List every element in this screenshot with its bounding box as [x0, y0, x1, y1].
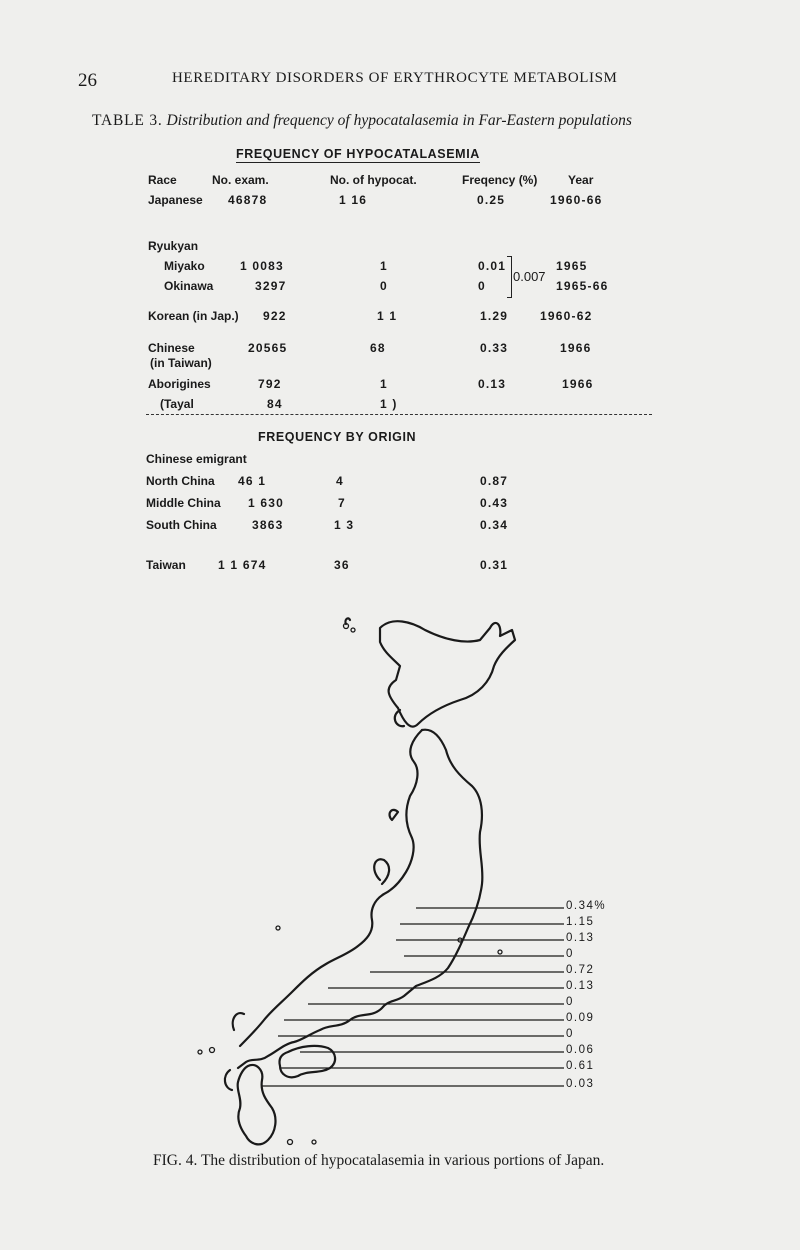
cell-year: 1966 — [562, 377, 594, 391]
cell-hypocat: 1 — [380, 259, 388, 273]
bracket — [507, 256, 512, 298]
cell-year: 1966 — [560, 341, 592, 355]
cell-exam: 20565 — [248, 341, 288, 355]
col-exam: No. exam. — [212, 173, 269, 187]
cell-freq: 1.29 — [480, 309, 509, 323]
legend-value: 0 — [566, 996, 574, 1008]
cell-race-sub: (in Taiwan) — [150, 356, 212, 370]
cell-freq: 0.43 — [480, 496, 509, 510]
legend-value: 0.72 — [566, 964, 595, 976]
legend-value: 0.13 — [566, 980, 595, 992]
combined-frequency: 0.007 — [513, 269, 546, 284]
cell-year: 1965 — [556, 259, 588, 273]
leader-lines — [262, 908, 564, 1086]
table-caption-text: Distribution and frequency of hypocatalasemia in Far-Eastern populations — [166, 112, 632, 129]
cell-freq: 0.25 — [477, 193, 506, 207]
cell-origin: North China — [146, 474, 215, 488]
cell-freq: 0.13 — [478, 377, 507, 391]
legend-value: 0.09 — [566, 1012, 595, 1024]
cell-exam: 1 630 — [248, 496, 285, 510]
legend-value: 0.13 — [566, 932, 595, 944]
legend-value: 0 — [566, 948, 574, 960]
cell-hypocat: 1 — [380, 377, 388, 391]
cell-hypocat: 0 — [380, 279, 388, 293]
origin-group-label: Chinese emigrant — [146, 452, 247, 466]
cell-origin: Middle China — [146, 496, 221, 510]
cell-hypocat: 1 ) — [380, 397, 398, 411]
cell-race: Miyako — [164, 259, 205, 273]
cell-race: Okinawa — [164, 279, 214, 293]
cell-hypocat: 4 — [336, 474, 344, 488]
cell-origin: South China — [146, 518, 217, 532]
cell-exam: 1 0083 — [240, 259, 284, 273]
cell-freq: 0.01 — [478, 259, 507, 273]
figure-caption: FIG. 4. The distribution of hypocatalasemia in various portions of Japan. — [153, 1152, 605, 1169]
kyushu-outline — [238, 1065, 276, 1144]
col-frequency: Freqency (%) — [462, 173, 538, 187]
cell-race: Aborigines — [148, 377, 211, 391]
page-number: 26 — [78, 70, 97, 91]
japan-map — [160, 600, 580, 1150]
cell-freq: 0.87 — [480, 474, 509, 488]
col-year: Year — [568, 173, 594, 187]
legend-value: 0 — [566, 1028, 574, 1040]
cell-freq: 0.31 — [480, 558, 509, 572]
cell-race: (Tayal — [160, 397, 194, 411]
running-title: HEREDITARY DISORDERS OF ERYTHROCYTE METABOLISM — [172, 70, 618, 86]
col-hypocat: No. of hypocat. — [330, 173, 417, 187]
cell-origin: Taiwan — [146, 558, 186, 572]
cell-exam: 84 — [267, 397, 283, 411]
cell-year: 1965-66 — [556, 279, 609, 293]
legend-value: 0.06 — [566, 1044, 595, 1056]
table-divider — [146, 414, 652, 415]
cell-freq: 0.34 — [480, 518, 509, 532]
cell-exam: 792 — [258, 377, 282, 391]
cell-exam: 922 — [263, 309, 287, 323]
cell-hypocat: 1 16 — [339, 193, 368, 207]
cell-freq: 0 — [478, 279, 486, 293]
cell-race: Korean (in Jap.) — [148, 309, 239, 323]
col-race: Race — [148, 173, 177, 187]
cell-race: Chinese — [148, 341, 195, 355]
legend-value: 1.15 — [566, 916, 595, 928]
cell-exam: 3297 — [255, 279, 287, 293]
table-caption — [92, 112, 632, 130]
table-caption-label: TABLE 3. — [92, 112, 163, 129]
cell-year: 1960-62 — [540, 309, 593, 323]
cell-exam: 46878 — [228, 193, 268, 207]
cell-hypocat: 68 — [370, 341, 386, 355]
origin-title: FREQUENCY BY ORIGIN — [258, 430, 417, 444]
cell-hypocat: 7 — [338, 496, 346, 510]
cell-hypocat: 1 3 — [334, 518, 355, 532]
cell-freq: 0.33 — [480, 341, 509, 355]
legend-value: 0.34% — [566, 900, 607, 912]
cell-exam: 1 1 674 — [218, 558, 267, 572]
cell-year: 1960-66 — [550, 193, 603, 207]
legend-value: 0.61 — [566, 1060, 595, 1072]
legend-value: 0.03 — [566, 1078, 595, 1090]
cell-hypocat: 36 — [334, 558, 350, 572]
cell-exam: 46 1 — [238, 474, 267, 488]
table-title: FREQUENCY OF HYPOCATALASEMIA — [236, 147, 480, 161]
cell-exam: 3863 — [252, 518, 284, 532]
cell-hypocat: 1 1 — [377, 309, 398, 323]
cell-race: Japanese — [148, 193, 203, 207]
honshu-outline — [238, 730, 482, 1068]
cell-race-group: Ryukyan — [148, 239, 199, 253]
shikoku-outline — [279, 1046, 335, 1077]
